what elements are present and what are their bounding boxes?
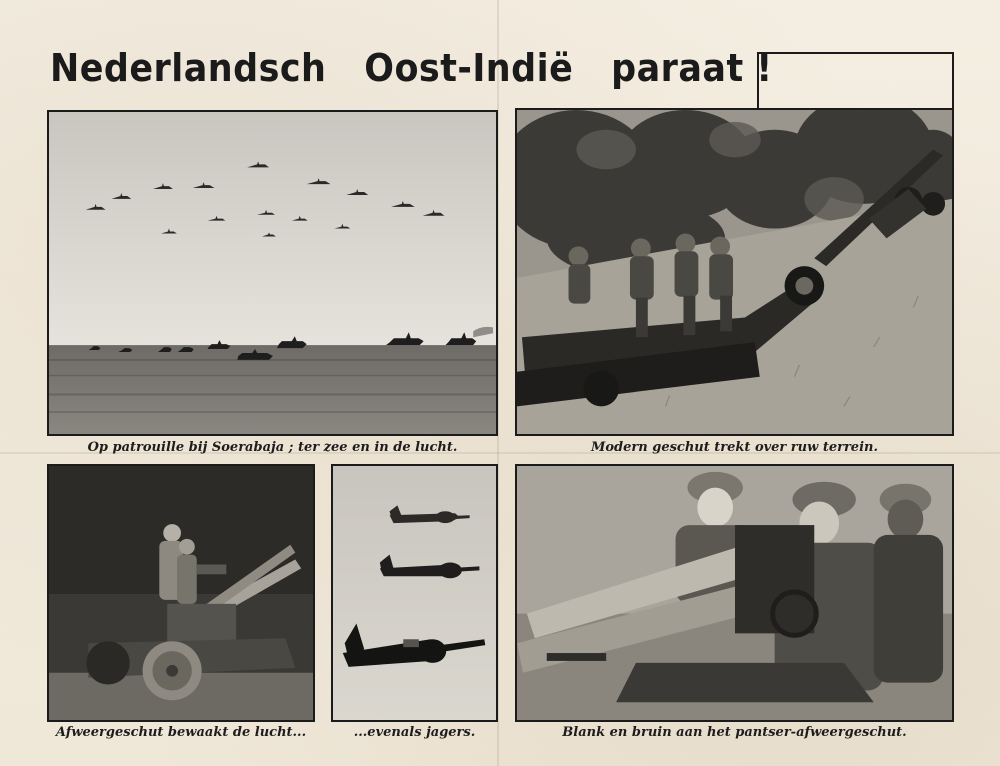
caption-fighters: ...evenals jagers.: [353, 725, 476, 740]
fighters-image: [333, 466, 496, 720]
title-frame-right: [952, 52, 954, 112]
antitank-image: [517, 466, 952, 720]
title-frame-left: [757, 52, 759, 108]
title-frame-top: [758, 52, 954, 54]
antiaircraft-image: [49, 466, 313, 720]
artillery-image: [517, 110, 952, 434]
caption-patrol: Op patrouille bij Soerabaja ; ter zee en in de lucht.: [87, 440, 458, 455]
patrol-image: [49, 112, 496, 434]
caption-antitank: Blank en bruin aan het pantser-afweergeschut.: [562, 725, 907, 740]
caption-antiaircraft: Afweergeschut bewaakt de lucht...: [55, 725, 307, 740]
poster-title: Nederlandsch Oost-Indië paraat !: [50, 46, 773, 90]
photo-patrol: [47, 110, 498, 436]
caption-artillery: Modern geschut trekt over ruw terrein.: [591, 440, 878, 455]
photo-antitank: [515, 464, 954, 722]
photo-fighters: [331, 464, 498, 722]
photo-artillery: [515, 108, 954, 436]
photo-antiaircraft: [47, 464, 315, 722]
